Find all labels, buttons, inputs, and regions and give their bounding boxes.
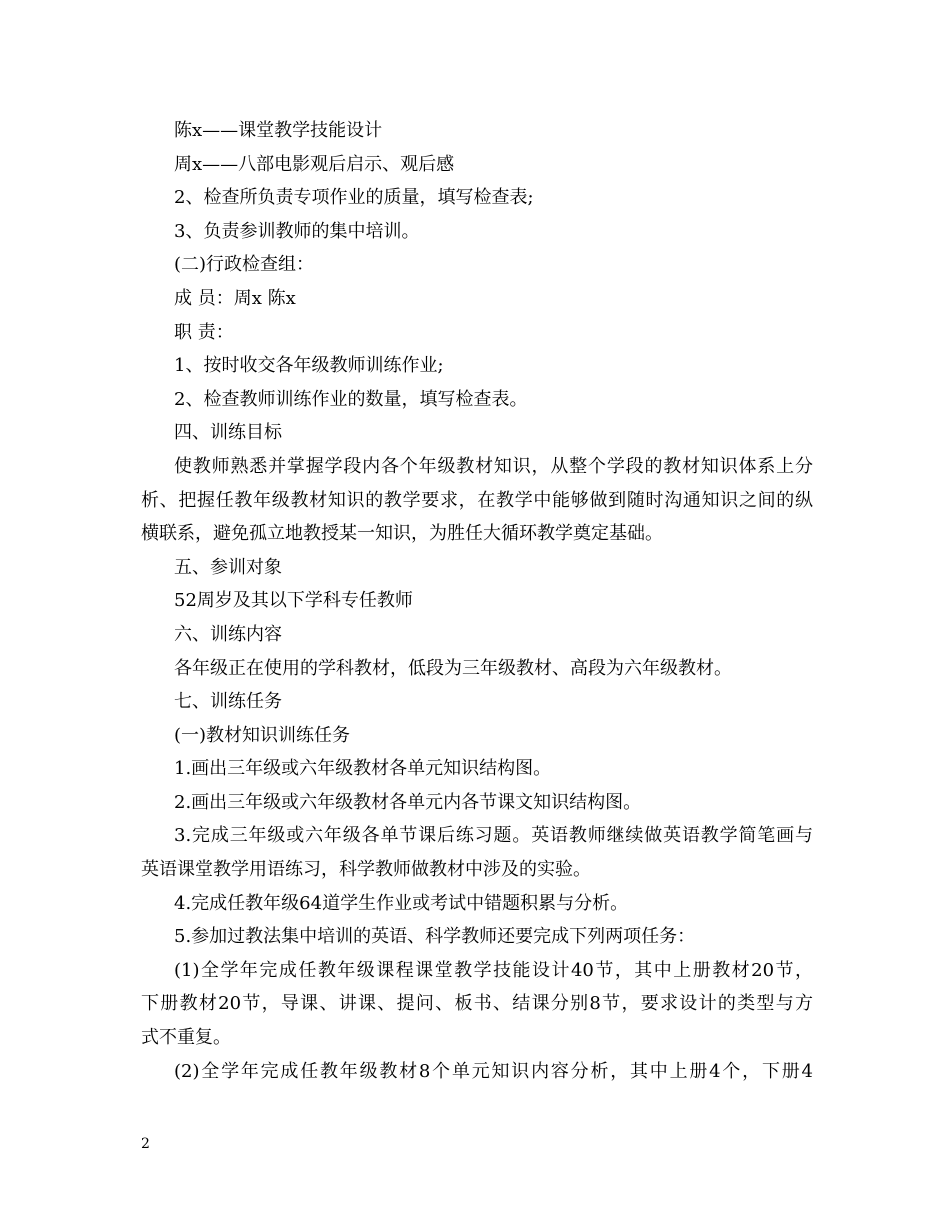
paragraph-line: 使教师熟悉并掌握学段内各个年级教材知识，从整个学段的教材知识体系上分 bbox=[174, 455, 813, 477]
subsection-heading: (一)教材知识训练任务 bbox=[174, 724, 351, 746]
sub-list-item-continuation: 式不重复。 bbox=[141, 1027, 231, 1049]
sub-list-item: (2)全学年完成任教年级教材8个单元知识内容分析，其中上册4个，下册4 bbox=[174, 1060, 813, 1082]
sub-list-item: (1)全学年完成任教年级课程课堂教学技能设计40节，其中上册教材20节， bbox=[174, 959, 813, 981]
section-heading: (二)行政检查组： bbox=[174, 254, 315, 276]
page-number: 2 bbox=[141, 1136, 150, 1152]
sub-list-item-continuation: 下册教材20节，导课、讲课、提问、板书、结课分别8节，要求设计的类型与方 bbox=[141, 993, 813, 1015]
document-body bbox=[141, 114, 813, 1088]
list-item: 5.参加过教法集中培训的英语、科学教师还要完成下列两项任务： bbox=[174, 926, 696, 948]
text-line: 各年级正在使用的学科教材，低段为三年级教材、高段为六年级教材。 bbox=[174, 657, 732, 679]
text-line: 52周岁及其以下学科专任教师 bbox=[174, 590, 413, 612]
paragraph-line: 横联系，避免孤立地教授某一知识，为胜任大循环教学奠定基础。 bbox=[141, 523, 663, 545]
section-heading: 五、参训对象 bbox=[174, 556, 282, 578]
text-line: 2、检查教师训练作业的数量，填写检查表。 bbox=[174, 388, 528, 410]
list-item: 3.完成三年级或六年级各单节课后练习题。英语教师继续做英语教学简笔画与 bbox=[174, 825, 813, 847]
text-line: 3、负责参训教师的集中培训。 bbox=[174, 220, 420, 242]
text-line: 2、检查所负责专项作业的质量，填写检查表; bbox=[174, 187, 534, 209]
text-line: 1、按时收交各年级教师训练作业; bbox=[174, 355, 444, 377]
list-item: 1.画出三年级或六年级教材各单元知识结构图。 bbox=[174, 758, 552, 780]
text-line: 成 员：周x 陈x bbox=[174, 287, 296, 309]
text-line: 陈x——课堂教学技能设计 bbox=[174, 120, 383, 141]
list-item: 4.完成任教年级64道学生作业或考试中错题积累与分析。 bbox=[174, 892, 629, 914]
section-heading: 七、训练任务 bbox=[174, 691, 282, 713]
list-item-continuation: 英语课堂教学用语练习，科学教师做教材中涉及的实验。 bbox=[141, 859, 591, 881]
section-heading: 六、训练内容 bbox=[174, 623, 282, 645]
list-item: 2.画出三年级或六年级教材各单元内各节课文知识结构图。 bbox=[174, 791, 642, 813]
text-line: 周x——八部电影观后启示、观后感 bbox=[174, 153, 455, 175]
paragraph-line: 析、把握任教年级教材知识的教学要求，在教学中能够做到随时沟通知识之间的纵 bbox=[141, 489, 813, 511]
text-line: 职 责： bbox=[174, 321, 234, 343]
section-heading: 四、训练目标 bbox=[174, 422, 282, 444]
